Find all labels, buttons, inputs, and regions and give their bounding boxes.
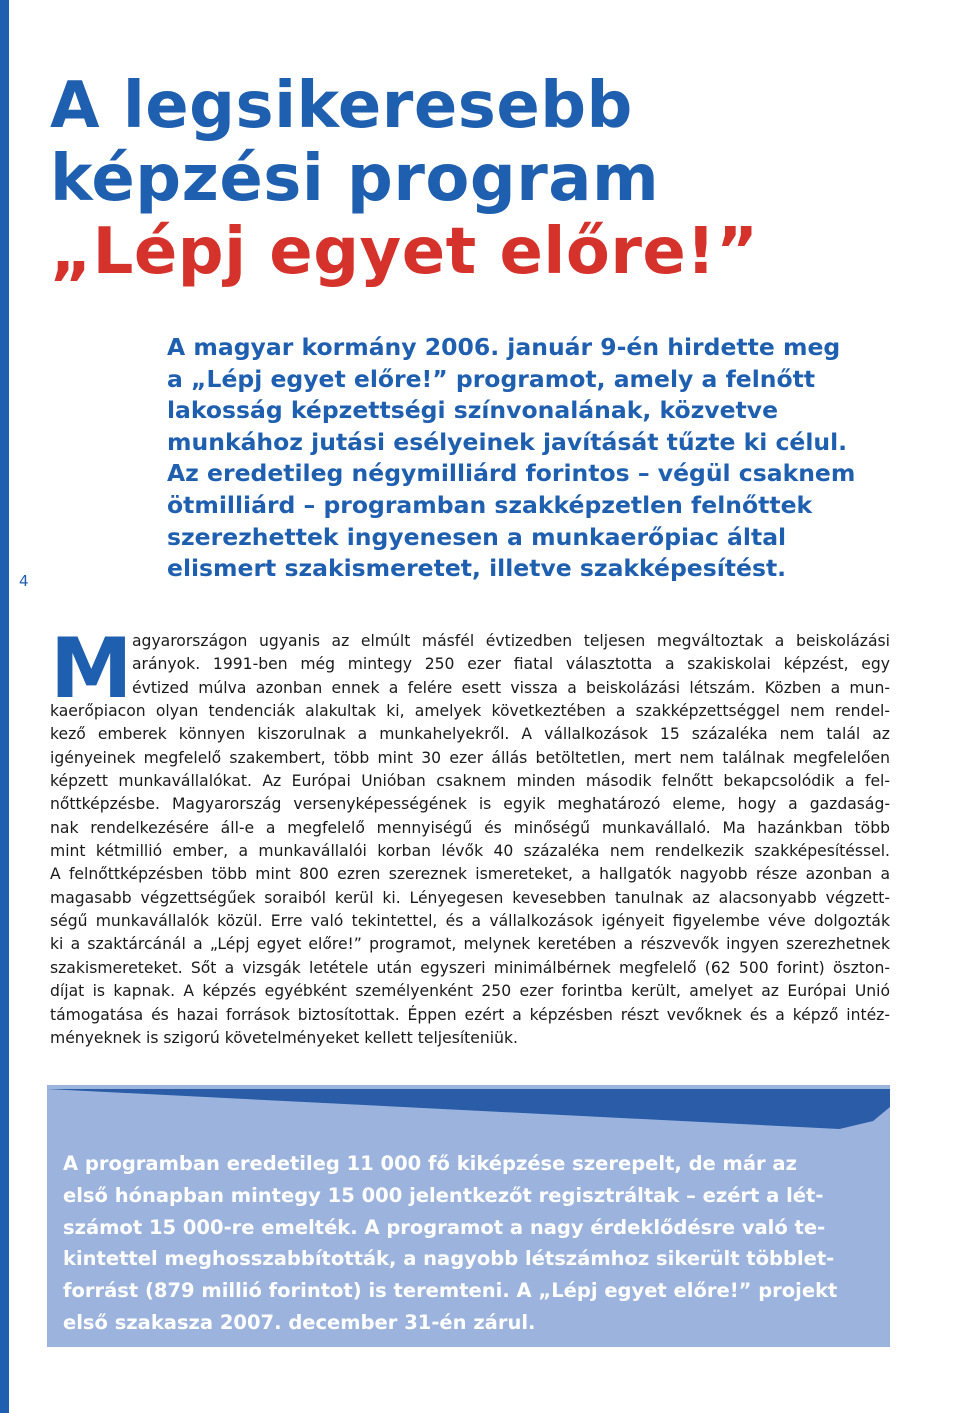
callout-line: kintettel meghosszabbították, a nagyobb létszámhoz sikerült többlet- (63, 1247, 835, 1271)
left-edge-bar (0, 0, 9, 1413)
body-line: évtized múlva azonban ennek a felére esett vissza a beiskolázási létszám. Közben a mun- (132, 678, 890, 697)
callout-text (63, 1148, 875, 1339)
lead-line: lakosság képzettségi színvonalának, közvetve (167, 396, 779, 425)
body-line: magasabb végzettségűek soraiból kerül ki. Lényegesen kevesebben tanulnak az alacsonyabb végzett- (50, 888, 890, 907)
body-text (50, 620, 890, 1050)
body-line: szakismereteket. Sőt a vizsgák letétele után egyszeri minimálbérnek megfelelő (62 500 forint) öszton- (50, 958, 890, 977)
body-line: nak rendelkezésére áll-e a megfelelő mennyiségű és minőségű munkavállaló. Ma hazánkban több (50, 818, 890, 837)
body-line: nőttképzésbe. Magyarország versenyképességének is egyik meghatározó eleme, hogy a gazdaság- (50, 795, 890, 814)
body-line: igényeinek megfelelő szakembert, több mint 30 ezer állás betöltetlen, mert nem találnak megfelelően (50, 748, 890, 767)
body-line: kező emberek könnyen kiszorulnak a munkahelyekről. A vállalkozások 15 százaléka nem talál az (50, 725, 890, 744)
lead-line: ötmilliárd – programban szakképzetlen felnőttek (167, 490, 813, 519)
lead-paragraph (167, 332, 907, 585)
body-line: agyarországon ugyanis az elmúlt másfél évtizedben teljesen megváltoztak a beiskolázási (132, 632, 890, 650)
callout-line: számot 15 000-re emelték. A programot a nagy érdeklődésre való te- (63, 1215, 826, 1239)
body-line: A felnőttképzésben több mint 800 ezren szereznek ismereteket, a hallgatók nagyobb része azonban a (50, 865, 890, 884)
body-line: támogatása és hazai források biztosítottak. Éppen ezért a képzésben részt vevőknek és a képző intéz- (50, 1005, 890, 1024)
lead-line: a „Lépj egyet előre!” programot, amely a felnőtt (167, 364, 816, 393)
body-line: arányok. 1991-ben még mintegy 250 ezer fiatal választotta a szakiskolai képzést, egy (132, 655, 890, 674)
page-title (50, 70, 759, 289)
body-line: ki a szaktárcánál a „Lépj egyet előre!” programot, melynek keretében a részvevők ingyen szerezhetnek (50, 935, 890, 954)
title-line-3: „Lépj egyet előre!” (50, 215, 759, 289)
lead-line: szerezhettek ingyenesen a munkaerőpiac által (167, 522, 787, 551)
body-line: díjat is kapnak. A képzés egyébként személyenként 250 ezer forintba került, amelyet az Európai Unió (50, 982, 890, 1001)
lead-line: A magyar kormány 2006. január 9-én hirdette meg (167, 333, 841, 361)
drop-cap: M (50, 620, 133, 717)
callout-line: forrást (879 millió forintot) is teremteni. A „Lépj egyet előre!” projekt (63, 1279, 838, 1303)
lead-line: elismert szakismeretet, illetve szakképesítést. (167, 554, 787, 583)
callout-line: A programban eredetileg 11 000 fő kiképzése szerepelt, de már az (63, 1152, 797, 1175)
title-line-2: képzési program (50, 142, 660, 216)
lead-line: Az eredetileg négymilliárd forintos – végül csaknem (167, 459, 856, 488)
callout-line: első szakasza 2007. december 31-én zárul. (63, 1310, 536, 1334)
callout-line: első hónapban mintegy 15 000 jelentkezőt regisztráltak – ezért a lét- (63, 1183, 824, 1207)
title-line-1: A legsikeresebb (50, 69, 633, 143)
lead-line: munkához jutási esélyeinek javítását tűzte ki célul. (167, 427, 848, 456)
body-line: mint kétmillió ember, a munkavállalói korban lévők 40 százaléka nem rendelkezik szakképesítéssel. (50, 842, 890, 861)
body-line: ményeknek is szigorú követelményeket kellett teljesíteniük. (50, 1028, 518, 1047)
body-line: ségű munkavállalók közül. Erre való tekintettel, és a vállalkozások igényeit figyelembe véve dolgozták (50, 912, 890, 931)
body-line: kaerőpiacon olyan tendenciák alakultak ki, amelyek következtében a szakképzettséggel nem rendel- (50, 702, 890, 721)
body-line: képzett munkavállalókat. Az Európai Unióban csaknem minden második felnőtt bekapcsolódik a fel- (50, 772, 890, 791)
page-number: 4 (19, 572, 29, 590)
